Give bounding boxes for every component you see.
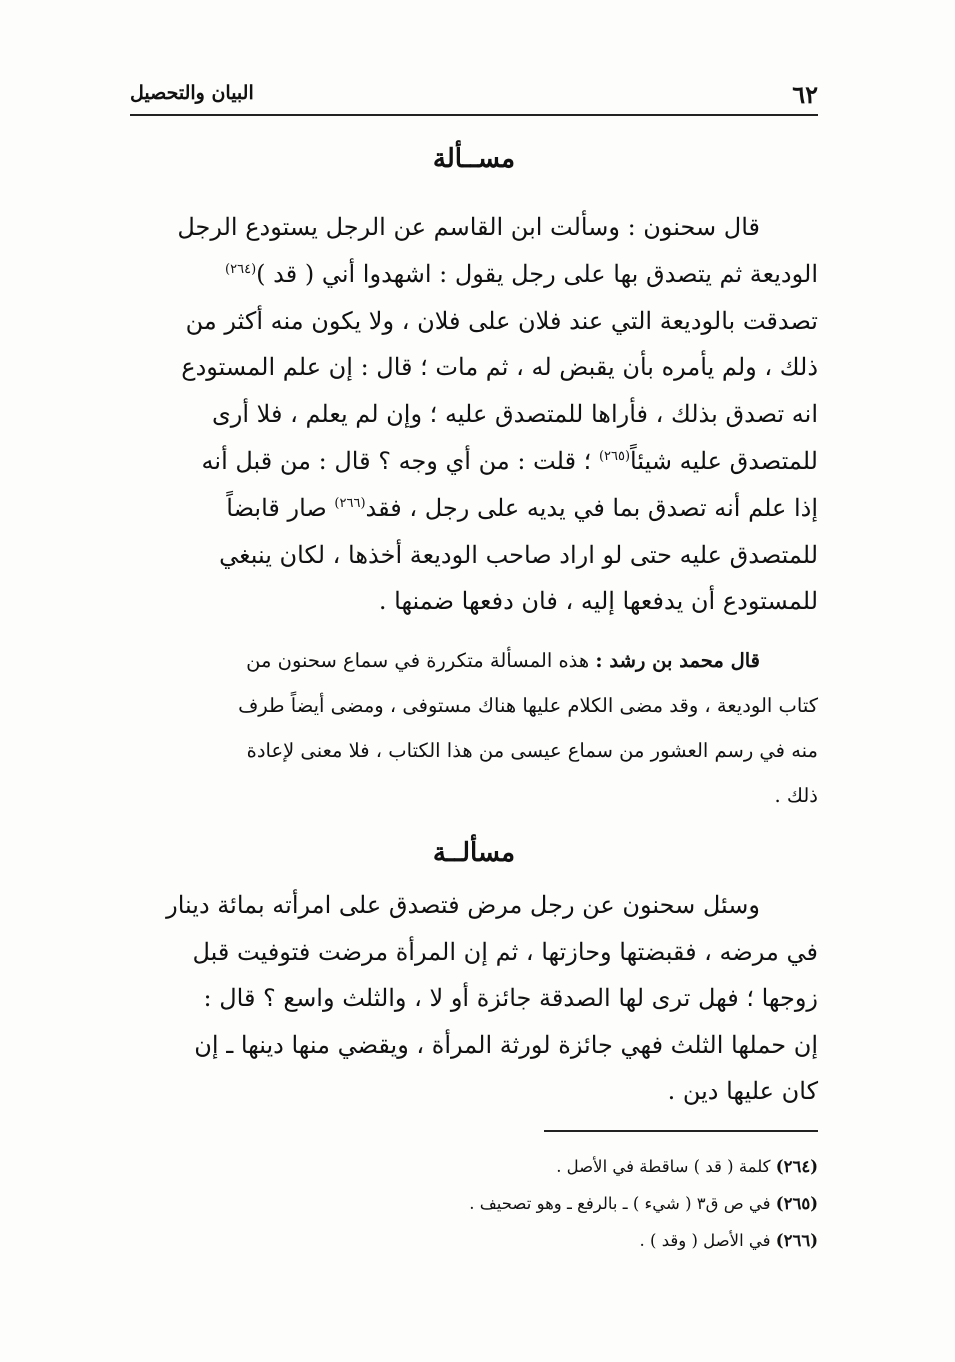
header-rule bbox=[130, 114, 818, 116]
text-line: للمستودع أن يدفعها إليه ، فان دفعها ضمنها . bbox=[378, 587, 818, 616]
footnotes bbox=[300, 1148, 818, 1259]
text-line: للمتصدق عليه شيئاً$^{(٢٦٥)}$ ؛ قلت : من أي وجه ؟ قال : من قبل أنه bbox=[201, 446, 818, 475]
footnote-mark: (٢٦٥) bbox=[598, 448, 631, 464]
text-line: انه تصدق بذلك ، فأراها للمتصدق عليه ؛ وإن لم يعلم ، فلا أرى bbox=[211, 400, 818, 429]
footnote: (٢٦٥) في ص ق٣ ( شيء ) ـ بالرفع ـ وهو تصحيف . bbox=[469, 1194, 818, 1213]
text-line: منه في رسم العشور من سماع عيسى من هذا الكتاب ، فلا معنى لإعادة bbox=[246, 739, 818, 762]
footnote: (٢٦٤) كلمة ( قد ) ساقطة في الأصل . bbox=[556, 1157, 818, 1176]
text-line: للمتصدق عليه حتى لو اراد صاحب الوديعة أخذها ، لكان ينبغي bbox=[219, 540, 818, 569]
text-line: ذلك . bbox=[774, 784, 818, 807]
section-2-title: مسألــة bbox=[432, 838, 516, 868]
page-number: ٦٢ bbox=[792, 80, 818, 109]
section-1-title: مســألة bbox=[432, 144, 516, 174]
running-header bbox=[130, 74, 818, 114]
text-line: قال سحنون : وسألت ابن القاسم عن الرجل يستودع الرجل bbox=[177, 213, 760, 241]
footnote: (٢٦٦) في الأصل ( وقد ) . bbox=[639, 1231, 818, 1250]
text-line: إذا علم أنه تصدق بما في يديه على رجل ، فقد$^{(٢٦٦)}$ صار قابضاً bbox=[226, 493, 818, 522]
commentary-speaker: قال محمد بن رشد : bbox=[595, 649, 760, 672]
text-line: في مرضه ، فقبضتها وحازتها ، ثم إن المرأة مرضت فتوفيت قبل bbox=[192, 937, 818, 966]
text-line: كان عليها دين . bbox=[667, 1077, 818, 1105]
text-line: الوديعة ثم يتصدق بها على رجل يقول : اشهدوا أني ( قد )$^{(٢٦٤)}$ bbox=[225, 259, 818, 288]
text-line: قال محمد بن رشد : هذه المسألة متكررة في سماع سحنون من bbox=[246, 649, 760, 672]
section-2-text bbox=[130, 882, 818, 1115]
text-line: كتاب الوديعة ، وقد مضى الكلام عليها هناك مستوفى ، ومضى أيضاً طرف bbox=[238, 694, 818, 717]
text-line: تصدقت بالوديعة التي عند فلان على فلان ، ولا يكون منه أكثر من bbox=[185, 306, 818, 335]
text-line: ذلك ، ولم يأمره بأن يقبض له ، ثم مات ؛ قال : إن علم المستودع bbox=[181, 353, 818, 382]
footnote-mark: (٢٦٦) bbox=[334, 495, 366, 511]
book-title: البيان والتحصيل bbox=[130, 82, 254, 104]
text-line: زوجها ؛ فهل ترى لها الصدقة جائزة أو لا ، والثلث واسع ؟ قال : bbox=[203, 984, 818, 1012]
commentary-text bbox=[130, 638, 818, 818]
footnote-mark: (٢٦٤) bbox=[225, 261, 257, 277]
section-1-text bbox=[130, 204, 818, 625]
footnote-rule bbox=[544, 1130, 818, 1132]
text-line: إن حملها الثلث فهي جائزة لورثة المرأة ، ويقضي منها دينها ـ إن bbox=[194, 1030, 818, 1059]
text-line: وسئل سحنون عن رجل مرض فتصدق على امرأته بمائة دينار bbox=[166, 891, 760, 919]
